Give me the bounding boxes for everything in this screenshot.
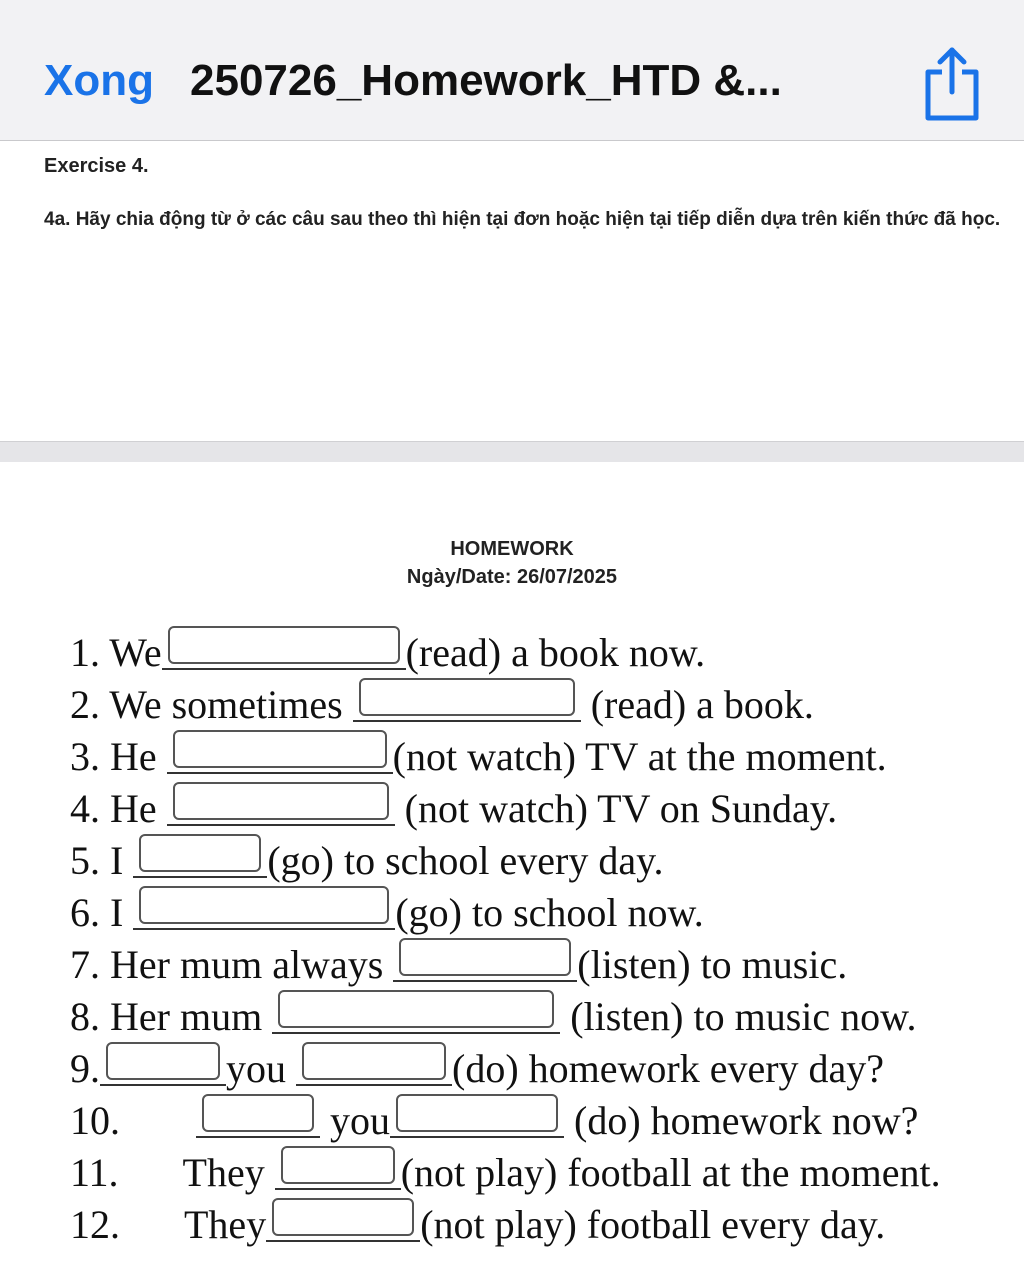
homework-heading: HOMEWORK [450,538,574,560]
answer-box[interactable] [139,886,389,924]
top-toolbar [0,0,1024,141]
sentence-subject: you [330,1098,390,1143]
sentence-12 [70,1202,885,1248]
answer-blank[interactable] [272,998,560,1034]
exercise-instruction: 4a. Hãy chia động từ ở các câu sau theo thì hiện tại đơn hoặc hiện tại tiếp diễn dựa trên kiến thức đã học. [44,209,1001,230]
verb-hint: (do) homework now? [574,1098,919,1143]
answer-box[interactable] [173,730,387,768]
sentence-number: 11. [70,1150,119,1195]
answer-box[interactable] [281,1146,395,1184]
sentence-5 [70,838,664,884]
verb-hint: (read) a book now. [405,630,706,675]
answer-box[interactable] [168,626,400,664]
page-divider [0,441,1024,463]
answer-blank[interactable] [353,686,581,722]
sentence-4 [70,786,837,832]
sentence-6 [70,890,704,936]
sentence-number: 7. Her mum always [70,942,384,987]
sentence-number: 3. He [70,734,157,779]
verb-hint: (do) homework every day? [452,1046,885,1091]
sentence-number: 2. We sometimes [70,682,343,727]
answer-blank[interactable] [275,1154,401,1190]
sentence-number: 10. [70,1098,120,1143]
share-icon [920,44,984,122]
document-page-1 [0,141,1024,441]
verb-hint: (not play) football every day. [420,1202,886,1247]
sentence-7 [70,942,847,988]
sentence-number: 8. Her mum [70,994,263,1039]
done-button[interactable]: Xong [44,56,154,105]
answer-box[interactable] [272,1198,414,1236]
answer-blank[interactable] [100,1050,226,1086]
answer-blank[interactable] [167,790,395,826]
homework-date: Ngày/Date: 26/07/2025 [406,566,618,588]
answer-blank[interactable] [393,946,577,982]
sentence-11 [70,1150,941,1196]
answer-blank[interactable] [133,842,267,878]
answer-blank[interactable] [167,738,393,774]
answer-blank[interactable] [162,634,406,670]
answer-box[interactable] [139,834,261,872]
answer-blank[interactable] [296,1050,452,1086]
sentence-subject: you [226,1046,286,1091]
answer-blank[interactable] [196,1102,320,1138]
sentence-number: 6. I [70,890,124,935]
verb-hint: (listen) to music. [577,942,848,987]
sentence-number: 9. [70,1046,100,1091]
verb-hint: (listen) to music now. [570,994,917,1039]
document-title: 250726_Homework_HTD &... [190,56,782,105]
sentence-subject: They [182,1150,265,1195]
sentence-number: 5. I [70,838,124,883]
answer-blank[interactable] [266,1206,420,1242]
sentence-9 [70,1046,884,1092]
sentence-3 [70,734,887,780]
sentence-2 [70,682,814,728]
sentence-1 [70,630,705,676]
sentence-subject: They [184,1202,267,1247]
share-button[interactable] [920,44,984,122]
verb-hint: (not watch) TV at the moment. [392,734,887,779]
verb-hint: (read) a book. [590,682,814,727]
sentence-10 [70,1098,918,1144]
answer-box[interactable] [106,1042,220,1080]
answer-blank[interactable] [390,1102,564,1138]
sentence-number: 4. He [70,786,157,831]
answer-box[interactable] [399,938,571,976]
verb-hint: (go) to school now. [395,890,704,935]
verb-hint: (not play) football at the moment. [400,1150,941,1195]
answer-box[interactable] [278,990,554,1028]
verb-hint: (not watch) TV on Sunday. [404,786,838,831]
exercise-title: Exercise 4. [44,155,149,177]
verb-hint: (go) to school every day. [267,838,664,883]
sentence-number: 1. We [70,630,162,675]
answer-box[interactable] [396,1094,558,1132]
answer-box[interactable] [202,1094,314,1132]
sentence-8 [70,994,916,1040]
answer-box[interactable] [173,782,389,820]
answer-box[interactable] [302,1042,446,1080]
sentence-number: 12. [70,1202,120,1247]
answer-blank[interactable] [133,894,395,930]
answer-box[interactable] [359,678,575,716]
document-page-2 [0,462,1024,1277]
